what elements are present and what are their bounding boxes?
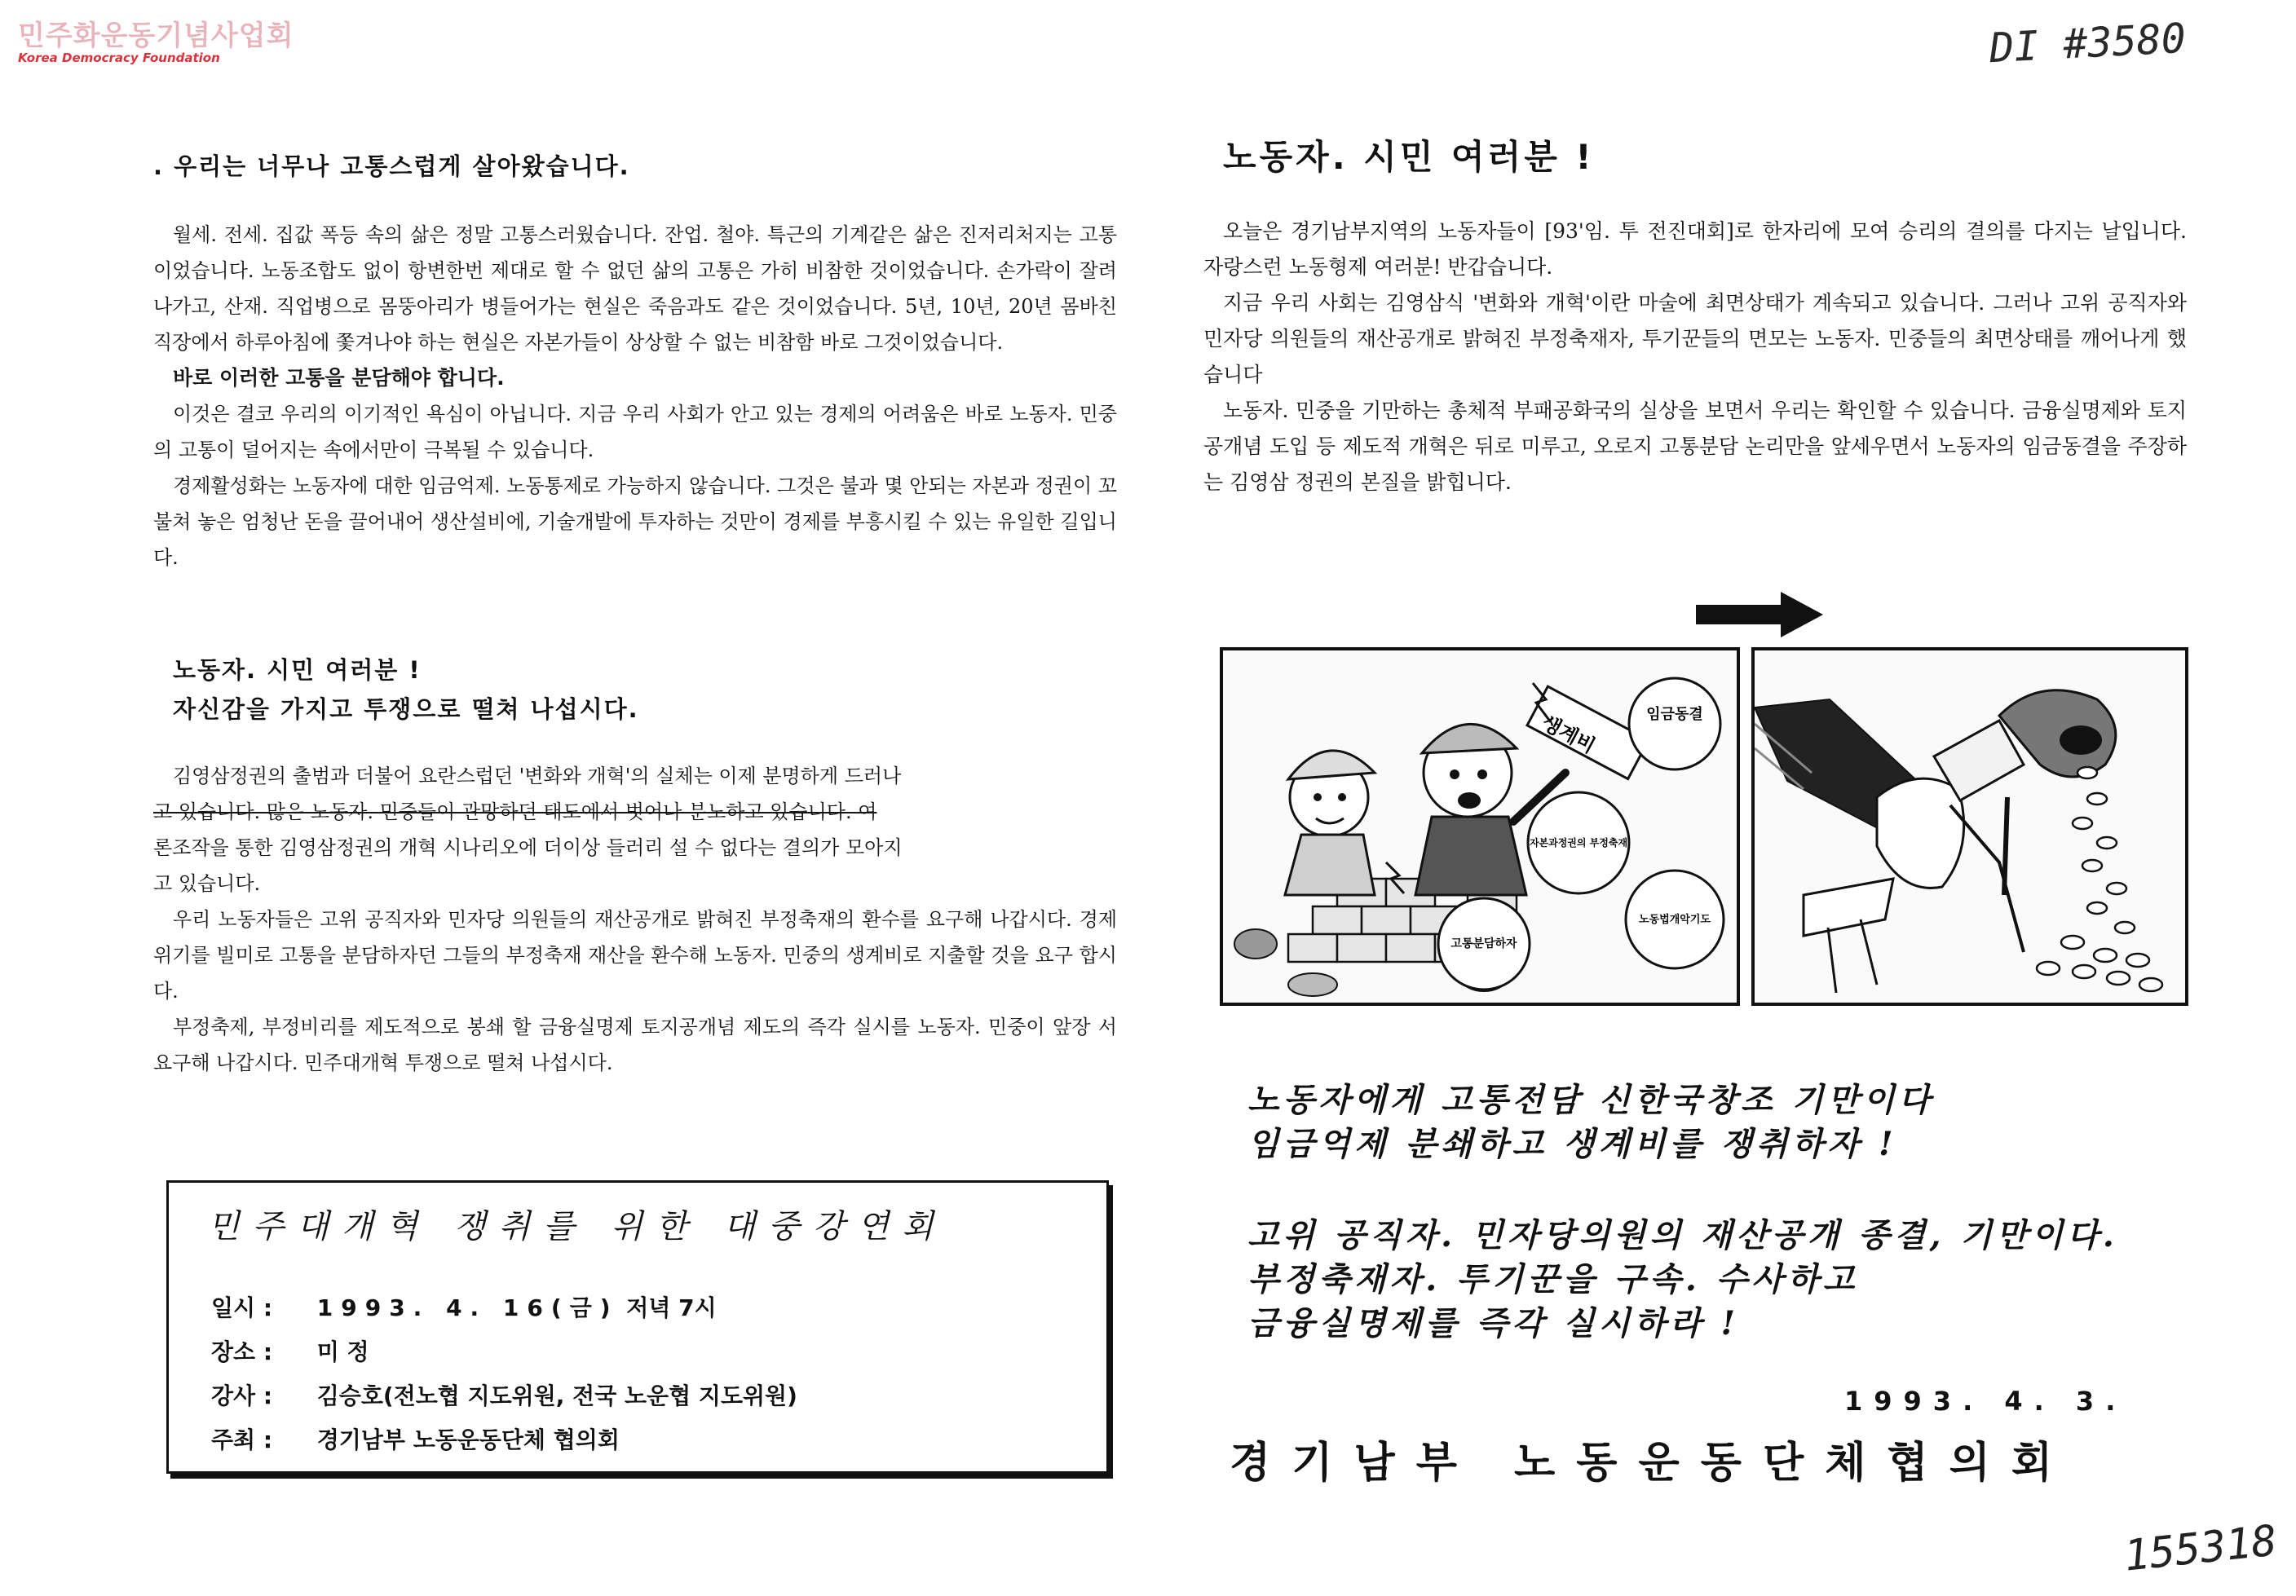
cartoon-panel-workers bbox=[1220, 647, 1740, 1006]
slogan-line: 고위 공직자. 민자당의원의 재산공개 종결, 기만이다. bbox=[1247, 1216, 2118, 1254]
cartoon-bubble-corruption: 자본과정권의 부정축재 bbox=[1529, 837, 1628, 849]
cartoon-bubble-share-pain: 고통분담하자 bbox=[1450, 937, 1517, 950]
right-paragraphs bbox=[1203, 214, 2187, 500]
archive-logo-korean: 민주화운동기념사업회 bbox=[18, 20, 294, 52]
handwritten-document-number: DI #3580 bbox=[1988, 14, 2188, 73]
cartoon-panel-money bbox=[1751, 647, 2188, 1006]
cartoon-bubble-wage-freeze: 임금동결 bbox=[1646, 706, 1703, 723]
speaker-label: 강사 : bbox=[211, 1382, 273, 1409]
handwritten-archive-number: 155318 bbox=[2122, 1516, 2280, 1581]
text-run: 김영삼정권의 출범과 더불어 요란스럽던 '변화와 개혁'의 실체는 이제 분명하게 드러나 bbox=[173, 765, 902, 787]
paragraph: 지금 우리 사회는 김영삼식 '변화와 개혁'이란 마술에 최면상태가 계속되고 있습니다. 그러나 고위 공직자와 민자당 의원들의 재산공개로 밝혀진 부정축재자, 투기꾼들의 면모는 노동자. 민중들의 최면상태를 깨어나게 했습니다 bbox=[1203, 291, 2187, 386]
struck-through-text: 고 있습니다. 많은 노동자. 민중들이 관망하던 태도에서 벗어나 분노하고 있습니다. 여 bbox=[153, 800, 877, 823]
time-value: 저녁 7시 bbox=[626, 1294, 717, 1321]
cartoon-workers-illustration bbox=[1223, 650, 1737, 1003]
lecture-date-row bbox=[211, 1290, 717, 1323]
speaker-value: 김승호(전노협 지도위원, 전국 노운협 지도위원) bbox=[316, 1382, 797, 1409]
archive-logo-english: Korea Democracy Foundation bbox=[18, 51, 220, 65]
lecture-title: 민주대개혁 쟁취를 위한 대중강연회 bbox=[208, 1208, 947, 1245]
left-heading-struggle: 자신감을 가지고 투쟁으로 떨쳐 나섭시다. bbox=[173, 695, 639, 723]
slogan-line: 금융실명제를 즉각 실시하라 ! bbox=[1247, 1304, 1740, 1342]
place-value: 미 정 bbox=[316, 1338, 369, 1365]
paragraph: 부정축제, 부정비리를 제도적으로 봉쇄 할 금융실명제 토지공개념 제도의 즉각 실시를 노동자. 민중이 앞장 서 요구해 나갑시다. 민주대개혁 투쟁으로 떨쳐 나섭시다. bbox=[153, 1016, 1117, 1074]
left-paragraphs-1 bbox=[153, 217, 1117, 575]
paragraph: 우리 노동자들은 고위 공직자와 민자당 의원들의 재산공개로 밝혀진 부정축재의 환수를 요구해 나갑시다. 경제위기를 빌미로 고통을 분담하자던 그들의 부정축재 재산을 환수해 노동자. 민중의 생계비로 지출할 것을 요구 합시다. bbox=[153, 908, 1117, 1003]
paragraph: 노동자. 민중을 기만하는 총체적 부패공화국의 실상을 보면서 우리는 확인할 수 있습니다. 금융실명제와 토지공개념 도입 등 제도적 개혁은 뒤로 미루고, 오로지 고통분담 논리만을 앞세우면서 노동자의 임금동결을 주장하는 김영삼 정권의 본질을 밝힙니다. bbox=[1203, 399, 2187, 494]
left-heading-citizens: 노동자. 시민 여러분 ! bbox=[173, 656, 422, 684]
left-paragraphs-2 bbox=[153, 758, 1117, 1081]
host-label: 주최 : bbox=[211, 1426, 273, 1453]
slogan-line: 노동자에게 고통전담 신한국창조 기만이다 bbox=[1247, 1081, 1935, 1119]
paragraph: 이것은 결코 우리의 이기적인 욕심이 아닙니다. 지금 우리 사회가 안고 있는 경제의 어려움은 바로 노동자. 민중의 고통이 덜어지는 속에서만이 극복될 수 있습니다. bbox=[153, 403, 1117, 461]
slogan-block-2 bbox=[1247, 1210, 2118, 1342]
left-heading-suffering: . 우리는 너무나 고통스럽게 살아왔습니다. bbox=[153, 152, 630, 180]
paragraph: 월세. 전세. 집값 폭등 속의 삶은 정말 고통스러웠습니다. 잔업. 철야. 특근의 기계같은 삶은 진저리처지는 고통이었습니다. 노동조합도 없이 항변한번 제대로 할 수 없던 삶의 고통은 가히 비참한 것이었습니다. 손가락이 잘려 나가고, 산재. 직업병으로 몸뚱아리가 병들어가는 현실은 죽음과도 같은 것이었습니다. 5년, 10년, 20년 몸바친 직장에서 하루아침에 쫓겨나야 하는 현실은 자본가들이 상상할 수 없는 비참함 바로 그것이었습니다. bbox=[153, 223, 1117, 354]
host-value: 경기남부 노동운동단체 협의회 bbox=[316, 1426, 620, 1453]
slogan-line: 부정축재자. 투기꾼을 구속. 수사하고 bbox=[1247, 1260, 1859, 1298]
lecture-info-box bbox=[166, 1180, 1109, 1474]
paragraph bbox=[153, 758, 1117, 902]
cartoon-money-illustration bbox=[1755, 650, 2185, 1003]
text-run: 론조작을 통한 김영삼정권의 개혁 시나리오에 더이상 들러리 설 수 없다는 결의가 모아지 bbox=[153, 836, 903, 859]
cartoon-bubble-labor-law: 노동법개악기도 bbox=[1639, 914, 1711, 926]
date-value: 1993. 4. 16(금) bbox=[316, 1294, 619, 1321]
organization-name: 경기남부 노동운동단체협의회 bbox=[1230, 1439, 2074, 1488]
cartoon-sign-text: 생계비 bbox=[1538, 711, 1600, 758]
slogan-line: 임금억제 분쇄하고 생계비를 쟁취하자 ! bbox=[1247, 1125, 1897, 1163]
lecture-place-row bbox=[211, 1334, 369, 1367]
place-label: 장소 : bbox=[211, 1338, 273, 1365]
right-heading-citizens: 노동자. 시민 여러분 ! bbox=[1223, 137, 1595, 177]
issue-date: 1993. 4. 3. bbox=[1844, 1386, 2127, 1417]
lecture-host-row bbox=[211, 1422, 620, 1455]
paragraph: 오늘은 경기남부지역의 노동자들이 [93'임. 투 전진대회]로 한자리에 모여 승리의 결의를 다지는 날입니다. 자랑스런 노동형제 여러분! 반갑습니다. bbox=[1203, 219, 2187, 279]
paragraph: 경제활성화는 노동자에 대한 임금억제. 노동통제로 가능하지 않습니다. 그것은 불과 몇 안되는 자본과 정권이 꼬불쳐 놓은 엄청난 돈을 끌어내어 생산설비에, 기술개발에 투자하는 것만이 경제를 부흥시킬 수 있는 유일한 길입니다. bbox=[153, 474, 1117, 569]
slogan-block-1 bbox=[1247, 1074, 1934, 1162]
paragraph-emphasis: 바로 이러한 고통을 분담해야 합니다. bbox=[173, 366, 505, 390]
lecture-speaker-row bbox=[211, 1378, 797, 1411]
date-label: 일시 : bbox=[211, 1294, 273, 1321]
text-run: 고 있습니다. bbox=[153, 872, 261, 895]
arrow-right-icon bbox=[1696, 590, 1826, 639]
